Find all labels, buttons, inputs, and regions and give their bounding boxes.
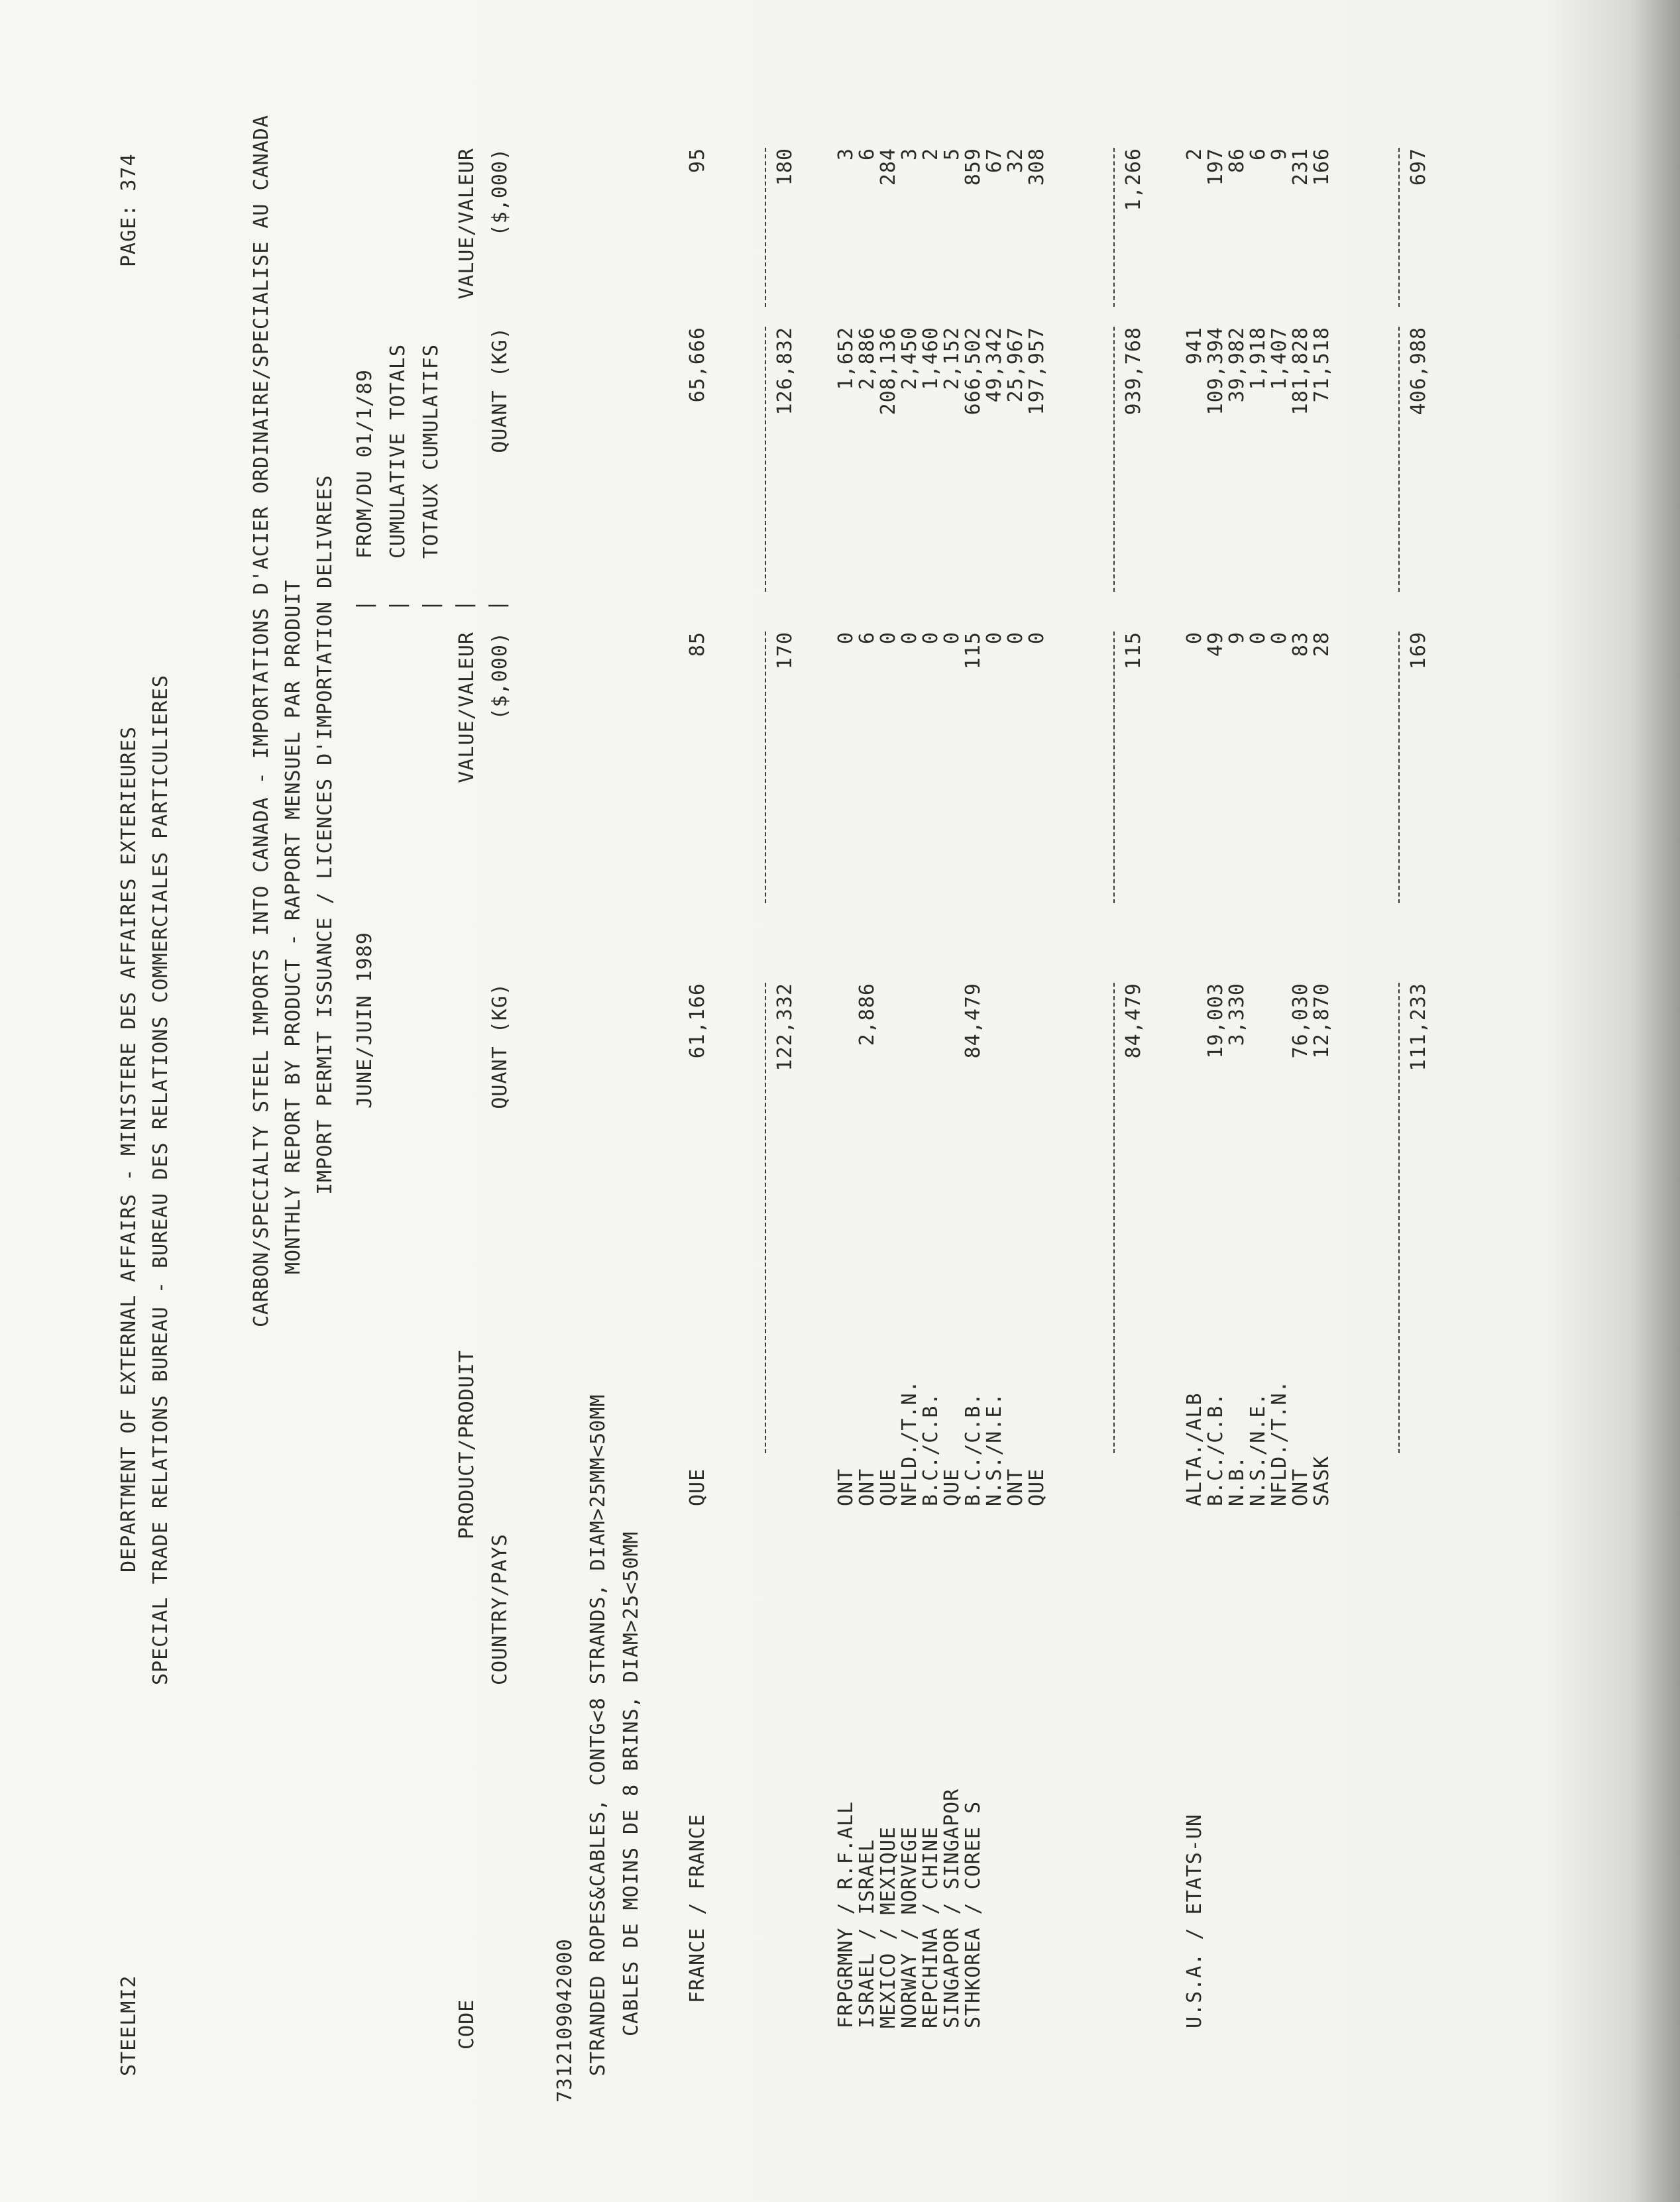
- cum-value-thousands: 6: [1247, 148, 1270, 161]
- cum-value-thousands: 5: [940, 148, 964, 161]
- value-thousands: 0: [1183, 632, 1206, 645]
- cum-quant-kg: 2,152: [940, 327, 964, 390]
- province: ONT: [856, 1468, 879, 1506]
- value-thousands: 0: [834, 632, 858, 645]
- quant-kg: 19,003: [1204, 983, 1227, 1059]
- dashed-rule: [1113, 327, 1115, 592]
- report-title-line2: MONTHLY REPORT BY PRODUCT - RAPPORT MENSUEL PAR PRODUIT: [282, 579, 305, 1274]
- province: N.S./N.E.: [1247, 1392, 1270, 1506]
- quant-kg: 84,479: [962, 983, 985, 1059]
- cum-value-thousands: 6: [856, 148, 879, 161]
- cum-quant-kg: 181,828: [1289, 327, 1312, 415]
- separator: |: [420, 598, 443, 612]
- col-cum-value-header: VALUE/VALEUR: [455, 148, 478, 300]
- province: NFLD./T.N.: [1268, 1380, 1291, 1506]
- product-code: 7312109042000: [553, 1938, 577, 2103]
- value-thousands: 115: [962, 632, 985, 670]
- value-thousands: 9: [1225, 632, 1249, 645]
- quant-kg: 3,330: [1225, 983, 1249, 1046]
- value-thousands: 28: [1310, 632, 1333, 657]
- province: ALTA./ALB: [1183, 1392, 1206, 1506]
- department-line: DEPARTMENT OF EXTERNAL AFFAIRS - MINISTERE DES AFFAIRES EXTERIEURES: [117, 726, 140, 1572]
- subtotal-cum-quant: 126,832: [773, 327, 797, 415]
- value-thousands: 6: [856, 632, 879, 645]
- cum-value-thousands: 86: [1225, 148, 1249, 174]
- cum-value-thousands: 3: [834, 148, 858, 161]
- col-cum-quant-header: QUANT (KG): [488, 327, 512, 453]
- col-quant-header: QUANT (KG): [488, 983, 512, 1109]
- subtotal-value: 170: [773, 632, 797, 670]
- province: ONT: [1004, 1468, 1027, 1506]
- report-period: JUNE/JUIN 1989: [353, 932, 376, 1109]
- province: NFLD./T.N.: [898, 1380, 921, 1506]
- subtotal-cum-quant: 939,768: [1122, 327, 1145, 415]
- subtotal-value: 115: [1122, 632, 1145, 670]
- province: SASK: [1310, 1455, 1333, 1506]
- value-thousands: 0: [1247, 632, 1270, 645]
- province: N.B.: [1225, 1455, 1249, 1506]
- dashed-rule: [1113, 983, 1115, 1453]
- cum-quant-kg: 49,342: [983, 327, 1006, 403]
- province: N.S./N.E.: [983, 1392, 1006, 1506]
- country-name: NORWAY / NORVEGE: [898, 1826, 921, 2028]
- province: ONT: [1289, 1468, 1312, 1506]
- cum-quant-kg: 39,982: [1225, 327, 1249, 403]
- value-thousands: 0: [940, 632, 964, 645]
- country-name: FRPGRMNY / R.F.ALL: [834, 1800, 858, 2028]
- value-thousands: 0: [1025, 632, 1048, 645]
- cum-quant-kg: 1,652: [834, 327, 858, 390]
- country-name: MEXICO / MEXIQUE: [877, 1826, 900, 2028]
- cum-quant-kg: 65,666: [686, 327, 709, 403]
- dashed-rule: [1398, 983, 1400, 1453]
- separator: |: [486, 598, 509, 612]
- col-cum-value-unit: ($,000): [488, 148, 512, 237]
- cum-value-thousands: 9: [1268, 148, 1291, 161]
- col-value-header: VALUE/VALEUR: [455, 632, 478, 783]
- report-title-line1: CARBON/SPECIALTY STEEL IMPORTS INTO CANADA - IMPORTATIONS D'ACIER ORDINAIRE/SPECIALISE AU CANADA: [250, 115, 273, 1327]
- subtotal-cum-value: 697: [1407, 148, 1430, 186]
- country-name: STHKOREA / COREE S: [962, 1800, 985, 2028]
- value-thousands: 0: [1268, 632, 1291, 645]
- value-thousands: 0: [877, 632, 900, 645]
- province: QUE: [1025, 1468, 1048, 1506]
- subtotal-cum-value: 180: [773, 148, 797, 186]
- province: B.C./C.B.: [962, 1392, 985, 1506]
- cum-quant-kg: 208,136: [877, 327, 900, 415]
- quant-kg: 76,030: [1289, 983, 1312, 1059]
- dashed-rule: [1398, 632, 1400, 903]
- cum-quant-kg: 1,407: [1268, 327, 1291, 390]
- cum-value-thousands: 3: [898, 148, 921, 161]
- report-title-line3: IMPORT PERMIT ISSUANCE / LICENCES D'IMPORTATION DELIVREES: [313, 474, 337, 1195]
- value-thousands: 49: [1204, 632, 1227, 657]
- dashed-rule: [765, 148, 766, 307]
- col-country-header: COUNTRY/PAYS: [488, 1533, 512, 1685]
- cum-quant-kg: 941: [1183, 327, 1206, 365]
- cum-quant-kg: 1,918: [1247, 327, 1270, 390]
- quant-kg: 12,870: [1310, 983, 1333, 1059]
- page-number: PAGE: 374: [117, 153, 140, 267]
- col-value-unit: ($,000): [488, 632, 512, 720]
- cum-value-thousands: 308: [1025, 148, 1048, 186]
- col-product-header: PRODUCT/PRODUIT: [455, 1350, 478, 1539]
- dashed-rule: [1398, 327, 1400, 592]
- cum-quant-kg: 2,450: [898, 327, 921, 390]
- cum-quant-kg: 2,886: [856, 327, 879, 390]
- product-description-fr: CABLES DE MOINS DE 8 BRINS, DIAM>25<50MM: [620, 1531, 643, 2036]
- cum-quant-kg: 109,394: [1204, 327, 1227, 415]
- cum-value-thousands: 2: [1183, 148, 1206, 161]
- cum-value-thousands: 166: [1310, 148, 1333, 186]
- province: B.C./C.B.: [919, 1392, 942, 1506]
- cum-quant-kg: 25,967: [1004, 327, 1027, 403]
- cumulative-totals-fr: TOTAUX CUMULATIFS: [420, 343, 443, 559]
- bureau-line: SPECIAL TRADE RELATIONS BUREAU - BUREAU DES RELATIONS COMMERCIALES PARTICULIERES: [149, 675, 172, 1685]
- value-thousands: 0: [983, 632, 1006, 645]
- province: ONT: [834, 1468, 858, 1506]
- province: QUE: [686, 1468, 709, 1506]
- col-code-header: CODE: [455, 1999, 478, 2050]
- subtotal-quant: 111,233: [1407, 983, 1430, 1072]
- dashed-rule: [1398, 148, 1400, 307]
- province: QUE: [940, 1468, 964, 1506]
- value-thousands: 85: [686, 632, 709, 657]
- subtotal-value: 169: [1407, 632, 1430, 670]
- program-id: STEELMI2: [117, 1975, 140, 2076]
- country-name: FRANCE / FRANCE: [686, 1814, 709, 2003]
- country-name: U.S.A. / ETATS-UN: [1183, 1813, 1206, 2028]
- subtotal-quant: 122,332: [773, 983, 797, 1072]
- cum-quant-kg: 71,518: [1310, 327, 1333, 403]
- separator: |: [353, 598, 376, 612]
- cum-value-thousands: 2: [919, 148, 942, 161]
- cum-quant-kg: 197,957: [1025, 327, 1048, 415]
- subtotal-cum-quant: 406,988: [1407, 327, 1430, 415]
- separator: |: [453, 598, 476, 612]
- product-description-en: STRANDED ROPES&CABLES, CONTG<8 STRANDS, DIAM>25MM<50MM: [587, 1394, 610, 2076]
- cum-value-thousands: 197: [1204, 148, 1227, 186]
- value-thousands: 83: [1289, 632, 1312, 657]
- separator: |: [386, 598, 410, 612]
- cumulative-from: FROM/DU 01/1/89: [353, 369, 376, 559]
- cum-value-thousands: 32: [1004, 148, 1027, 174]
- cum-value-thousands: 67: [983, 148, 1006, 174]
- dashed-rule: [1113, 148, 1115, 307]
- value-thousands: 0: [1004, 632, 1027, 645]
- value-thousands: 0: [919, 632, 942, 645]
- cum-value-thousands: 284: [877, 148, 900, 186]
- cumulative-totals-en: CUMULATIVE TOTALS: [386, 343, 410, 559]
- subtotal-cum-value: 1,266: [1122, 148, 1145, 211]
- country-name: SINGAPOR / SINGAPOR: [940, 1788, 964, 2028]
- cum-quant-kg: 666,502: [962, 327, 985, 415]
- cum-value-thousands: 95: [686, 148, 709, 174]
- dashed-rule: [765, 327, 766, 592]
- subtotal-quant: 84,479: [1122, 983, 1145, 1059]
- dashed-rule: [1113, 632, 1115, 903]
- quant-kg: 2,886: [856, 983, 879, 1046]
- country-name: REPCHINA / CHINE: [919, 1826, 942, 2028]
- province: QUE: [877, 1468, 900, 1506]
- cum-quant-kg: 1,460: [919, 327, 942, 390]
- value-thousands: 0: [898, 632, 921, 645]
- province: B.C./C.B.: [1204, 1392, 1227, 1506]
- cum-value-thousands: 231: [1289, 148, 1312, 186]
- quant-kg: 61,166: [686, 983, 709, 1059]
- country-name: ISRAEL / ISRAEL: [856, 1839, 879, 2028]
- dashed-rule: [765, 632, 766, 903]
- dashed-rule: [765, 983, 766, 1453]
- cum-value-thousands: 859: [962, 148, 985, 186]
